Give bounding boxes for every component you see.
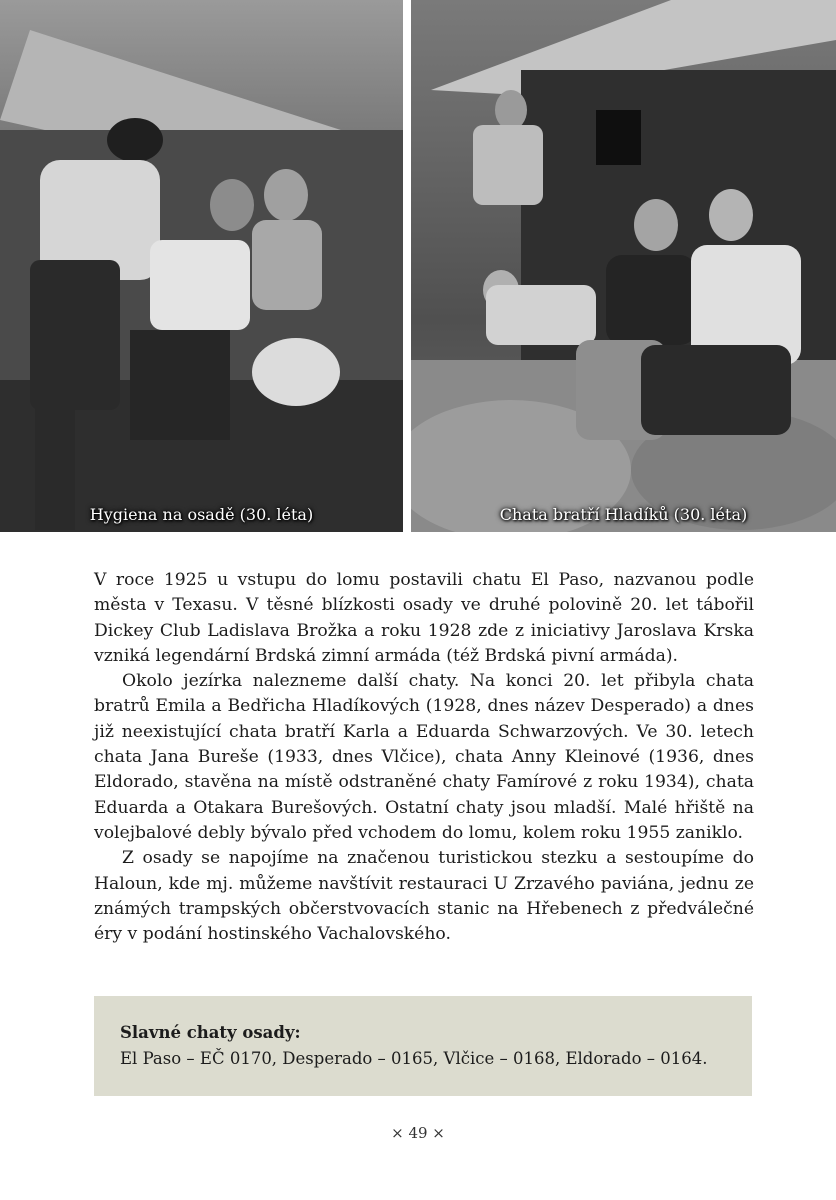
infobox [94,996,752,1096]
paragraph: Okolo jezírka nalezneme další chaty. Na konci 20. let přibyla chata bratrů Emila a Bedřicha Hladíkových (1928, dnes název Desperado) a dnes již neexistující chata bratří Karla a Eduarda Schwarzových. Ve 30. letech chata Jana Bureše (1933, dnes Vlčice), chata Anny Kleinové (1936, dnes Eldorado, stavěna na místě odstraněné chaty Famírové z roku 1934), chata Eduarda a Otakara Burešových. Ostatní chaty jsou mladší. Malé hřiště na volejbalové debly bývalo před vchodem do lomu, kolem roku 1955 zaniklo. [94,671,754,843]
historical-photo-barbershop [0,0,403,532]
photo-caption: Chata bratří Hladíků (30. léta) [499,505,748,524]
page-number: × 49 × [391,1124,445,1142]
paragraph: Z osady se napojíme na značenou turistickou stezku a sestoupíme do Haloun, kde mj. můžeme navštívit restauraci U Zrzavého paviána, jednu ze známých trampských občerstvovacích stanic na Hřebenech z předválečné éry v podání hostinského Vachalovského. [94,848,754,945]
infobox-title: Slavné chaty osady: [120,1023,301,1042]
paragraph: V roce 1925 u vstupu do lomu postavili chatu El Paso, nazvanou podle města v Texasu. V těsné blízkosti osady ve druhé polovině 20. let tábořil Dickey Club Ladislava Brožka a roku 1928 zde z iniciativy Jaroslava Krska vzniká legendární Brdská zimní armáda (též Brdská pivní armáda). [94,570,754,666]
photo-caption: Hygiena na osadě (30. léta) [89,505,314,524]
body-text [94,568,754,947]
photo-cabin [411,0,836,532]
photo-hygiene [0,0,403,532]
historical-photo-cabin-group [411,0,836,532]
photo-strip [0,0,836,532]
infobox-text: El Paso – EČ 0170, Desperado – 0165, Vlčice – 0168, Eldorado – 0164. [120,1049,708,1068]
